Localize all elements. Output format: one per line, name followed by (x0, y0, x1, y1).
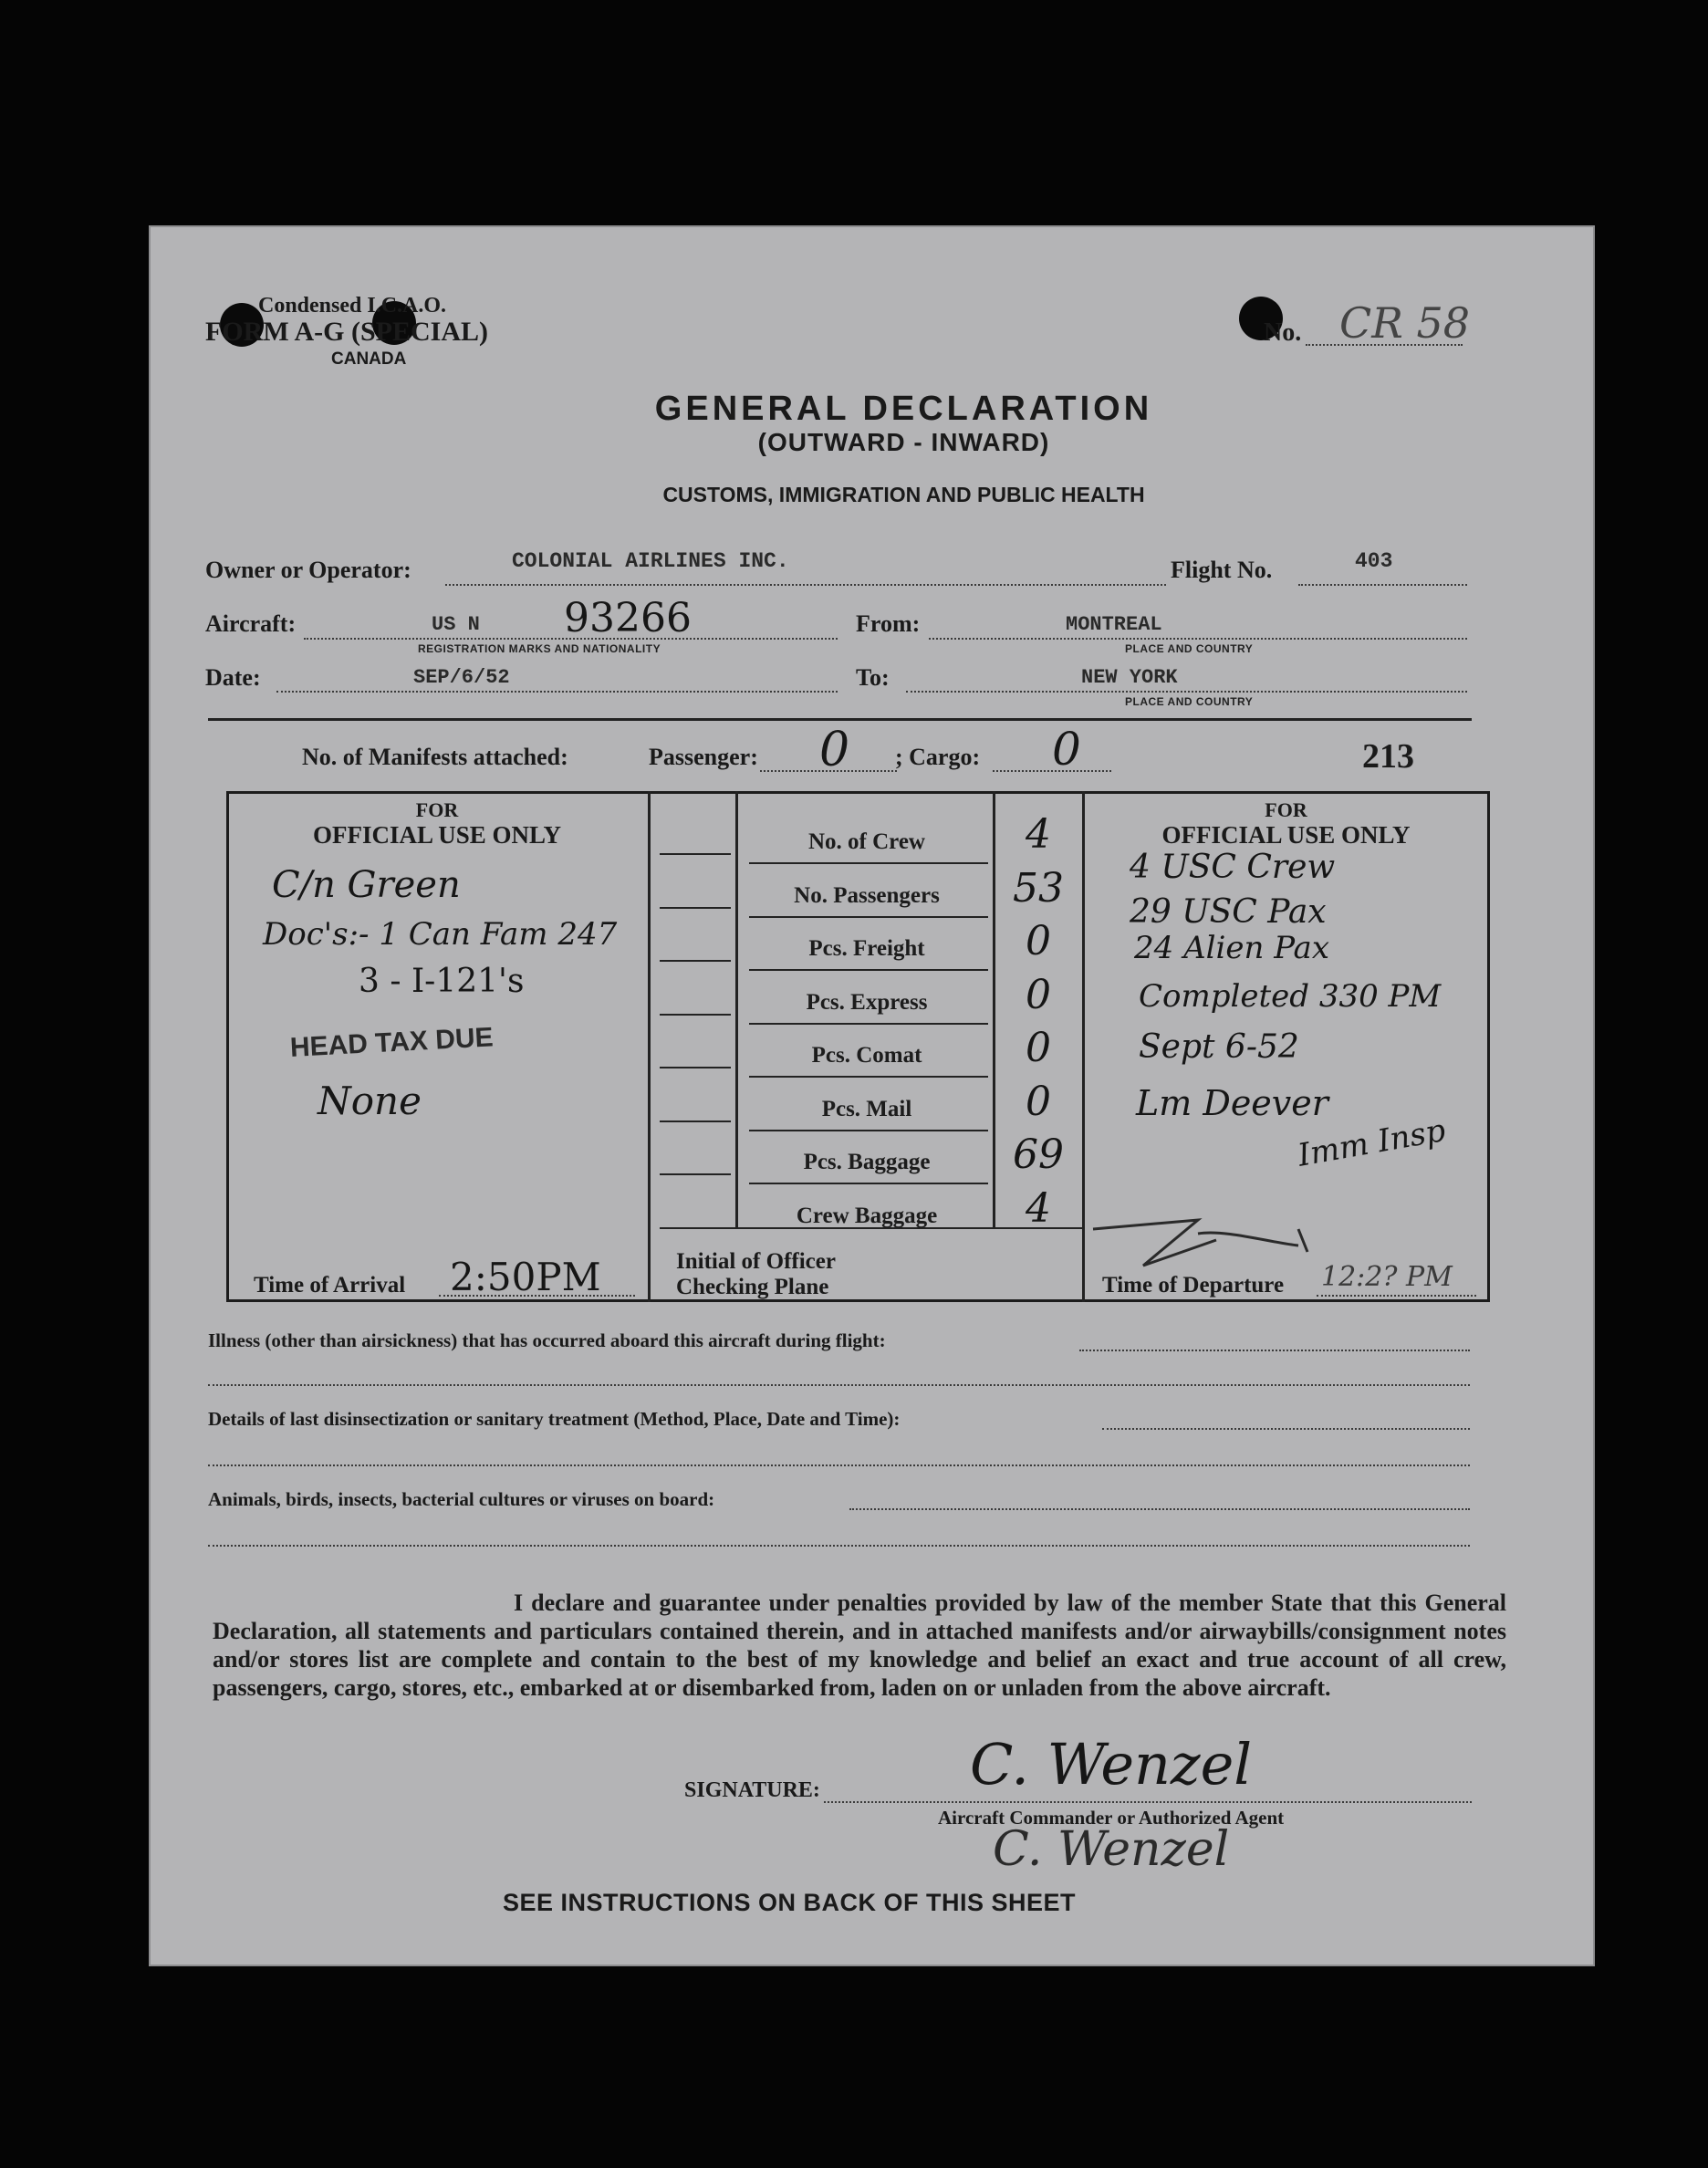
center-row-divider (749, 862, 988, 864)
center-row-label: Pcs. Mail (821, 1096, 912, 1121)
departure-value: 12:2? PM (1321, 1261, 1453, 1293)
to-caption: PLACE AND COUNTRY (1125, 695, 1254, 708)
form-line1: Condensed I.C.A.O. (258, 294, 447, 318)
declaration-text: I declare and guarantee under penalties provided by law of the member State that this General Declaration, all statements and particulars contained therein, and in attached manifests and/or airwaybills/consignment notes and/or stores list are complete and contain to the best of my knowledge and belief an exact and true account of all crew, passengers, cargo, stores, etc., embarked at or disembarked from, laden on or unladen from the above aircraft. (213, 1590, 1506, 1701)
signature-line (824, 1801, 1472, 1803)
center-row-value: 0 (1026, 1025, 1051, 1071)
center-row-label: Pcs. Express (806, 989, 928, 1015)
illness-line2 (208, 1384, 1470, 1386)
owner-label: Owner or Operator: (205, 557, 411, 583)
center-tick-divider (660, 1120, 731, 1122)
illness-line1 (1079, 1350, 1470, 1351)
page-agencies: CUSTOMS, IMMIGRATION AND PUBLIC HEALTH (662, 483, 1145, 506)
center-row-label: Crew Baggage (796, 1203, 938, 1228)
owner-line (445, 584, 1166, 586)
center-row-value: 53 (1013, 864, 1064, 912)
table-divider-right (1082, 791, 1085, 1302)
center-row-value: 69 (1013, 1131, 1064, 1178)
arrival-label: Time of Arrival (254, 1273, 406, 1298)
official-right-note2: 29 USC Pax (1130, 893, 1327, 931)
from-line (929, 638, 1467, 640)
departure-line (1317, 1295, 1476, 1297)
official-right-note3: 24 Alien Pax (1134, 930, 1329, 966)
date-line (276, 691, 838, 693)
center-row-label: Pcs. Baggage (803, 1150, 931, 1174)
signature-handwritten: C. Wenzel (970, 1731, 1253, 1798)
from-value: MONTREAL (1066, 613, 1162, 636)
disinsect-label: Details of last disinsectization or sanitary treatment (Method, Place, Date and Time): (208, 1408, 901, 1430)
official-right-note6: Lm Deever (1136, 1083, 1328, 1123)
to-line (906, 691, 1467, 693)
form-no-value: CR 58 (1339, 298, 1470, 348)
center-row-value: 0 (1026, 971, 1051, 1018)
illness-label: Illness (other than airsickness) that has occurred aboard this aircraft during flight: (208, 1329, 886, 1351)
manifest-cargo-label: ; Cargo: (895, 744, 981, 770)
initial-officer-label1: Initial of Officer (676, 1249, 836, 1274)
aircraft-value: 93266 (564, 595, 692, 641)
center-tick-divider (660, 1014, 731, 1016)
form-no-label: No. (1264, 318, 1302, 347)
initial-officer-label2: Checking Plane (676, 1275, 829, 1299)
stamp-number: 213 (1362, 737, 1414, 776)
instructions-footer: SEE INSTRUCTIONS ON BACK OF THIS SHEET (503, 1889, 1077, 1916)
official-right-note7: Imm Insp (1295, 1111, 1449, 1174)
from-label: From: (856, 610, 921, 637)
disinsect-line2 (208, 1464, 1470, 1466)
to-value: NEW YORK (1081, 666, 1178, 689)
page-subtitle: (OUTWARD - INWARD) (757, 428, 1050, 456)
aircraft-caption: REGISTRATION MARKS AND NATIONALITY (418, 642, 661, 655)
center-row-value: 0 (1026, 1078, 1051, 1125)
date-label: Date: (205, 664, 261, 691)
aircraft-prefix: US N (432, 613, 480, 636)
center-row-divider (749, 1130, 988, 1131)
header-divider (208, 718, 1472, 721)
official-right-note4: Completed 330 PM (1139, 978, 1442, 1015)
official-right-heading1: FOR (1265, 798, 1307, 821)
table-divider-values (993, 791, 995, 1227)
form-line3: CANADA (331, 349, 407, 369)
official-right-heading2: OFFICIAL USE ONLY (1161, 821, 1411, 849)
table-divider-left (648, 791, 651, 1302)
center-row-label: No. Passengers (794, 882, 940, 908)
animals-line1 (849, 1508, 1470, 1510)
head-tax-stamp: HEAD TAX DUE (289, 1022, 495, 1063)
form-line2: FORM A-G (SPECIAL) (205, 317, 488, 347)
official-left-note1: C/n Green (272, 864, 461, 906)
flight-value: 403 (1355, 549, 1393, 573)
center-row-value: 0 (1026, 918, 1051, 964)
from-caption: PLACE AND COUNTRY (1125, 642, 1254, 655)
center-row-label: No. of Crew (808, 829, 925, 854)
declaration-form-sheet (149, 225, 1595, 1966)
official-left-heading2: OFFICIAL USE ONLY (312, 821, 562, 849)
manifests-label: No. of Manifests attached: (302, 744, 568, 770)
aircraft-label: Aircraft: (205, 610, 297, 637)
date-value: SEP/6/52 (413, 666, 510, 689)
disinsect-line1 (1102, 1428, 1470, 1430)
center-row-divider (749, 1076, 988, 1078)
official-right-note1: 4 USC Crew (1130, 849, 1336, 886)
center-row-label: Pcs. Comat (811, 1043, 922, 1068)
animals-line2 (208, 1545, 1470, 1547)
animals-label: Animals, birds, insects, bacterial cultures or viruses on board: (208, 1488, 715, 1510)
to-label: To: (856, 664, 890, 691)
departure-label: Time of Departure (1102, 1273, 1285, 1298)
manifest-cargo-value: 0 (1052, 723, 1081, 776)
center-row-divider (749, 916, 988, 918)
official-left-note3: 3 - I-121's (359, 963, 525, 1000)
flight-label: Flight No. (1171, 557, 1273, 583)
form-no-line (1306, 344, 1463, 346)
flight-line (1298, 584, 1467, 586)
center-row-divider (749, 1183, 988, 1184)
signature-label: SIGNATURE: (684, 1778, 820, 1802)
page-title: GENERAL DECLARATION (654, 390, 1153, 428)
center-row-value: 4 (1026, 1184, 1051, 1232)
signature-handwritten-2: C. Wenzel (993, 1822, 1230, 1877)
official-left-heading1: FOR (415, 798, 459, 821)
table-divider-center (735, 791, 738, 1227)
official-left-note2: Doc's:- 1 Can Fam 247 (263, 916, 618, 953)
center-tick-divider (660, 960, 731, 962)
center-row-divider (749, 1023, 988, 1025)
center-row-divider (749, 969, 988, 971)
signature-caption: Aircraft Commander or Authorized Agent (938, 1807, 1285, 1829)
center-tick-divider (660, 853, 731, 855)
center-row-value: 4 (1026, 811, 1051, 858)
center-row-label: Pcs. Freight (808, 936, 925, 961)
manifest-passenger-value: 0 (819, 723, 850, 777)
center-tick-divider (660, 1173, 731, 1175)
center-tick-divider (660, 1067, 731, 1068)
owner-value: COLONIAL AIRLINES INC. (512, 549, 789, 573)
official-right-note5: Sept 6-52 (1139, 1028, 1299, 1066)
arrival-value: 2:50PM (450, 1255, 601, 1299)
center-tick-divider (660, 907, 731, 909)
manifest-passenger-label: Passenger: (649, 744, 758, 770)
head-tax-value: None (318, 1079, 422, 1123)
